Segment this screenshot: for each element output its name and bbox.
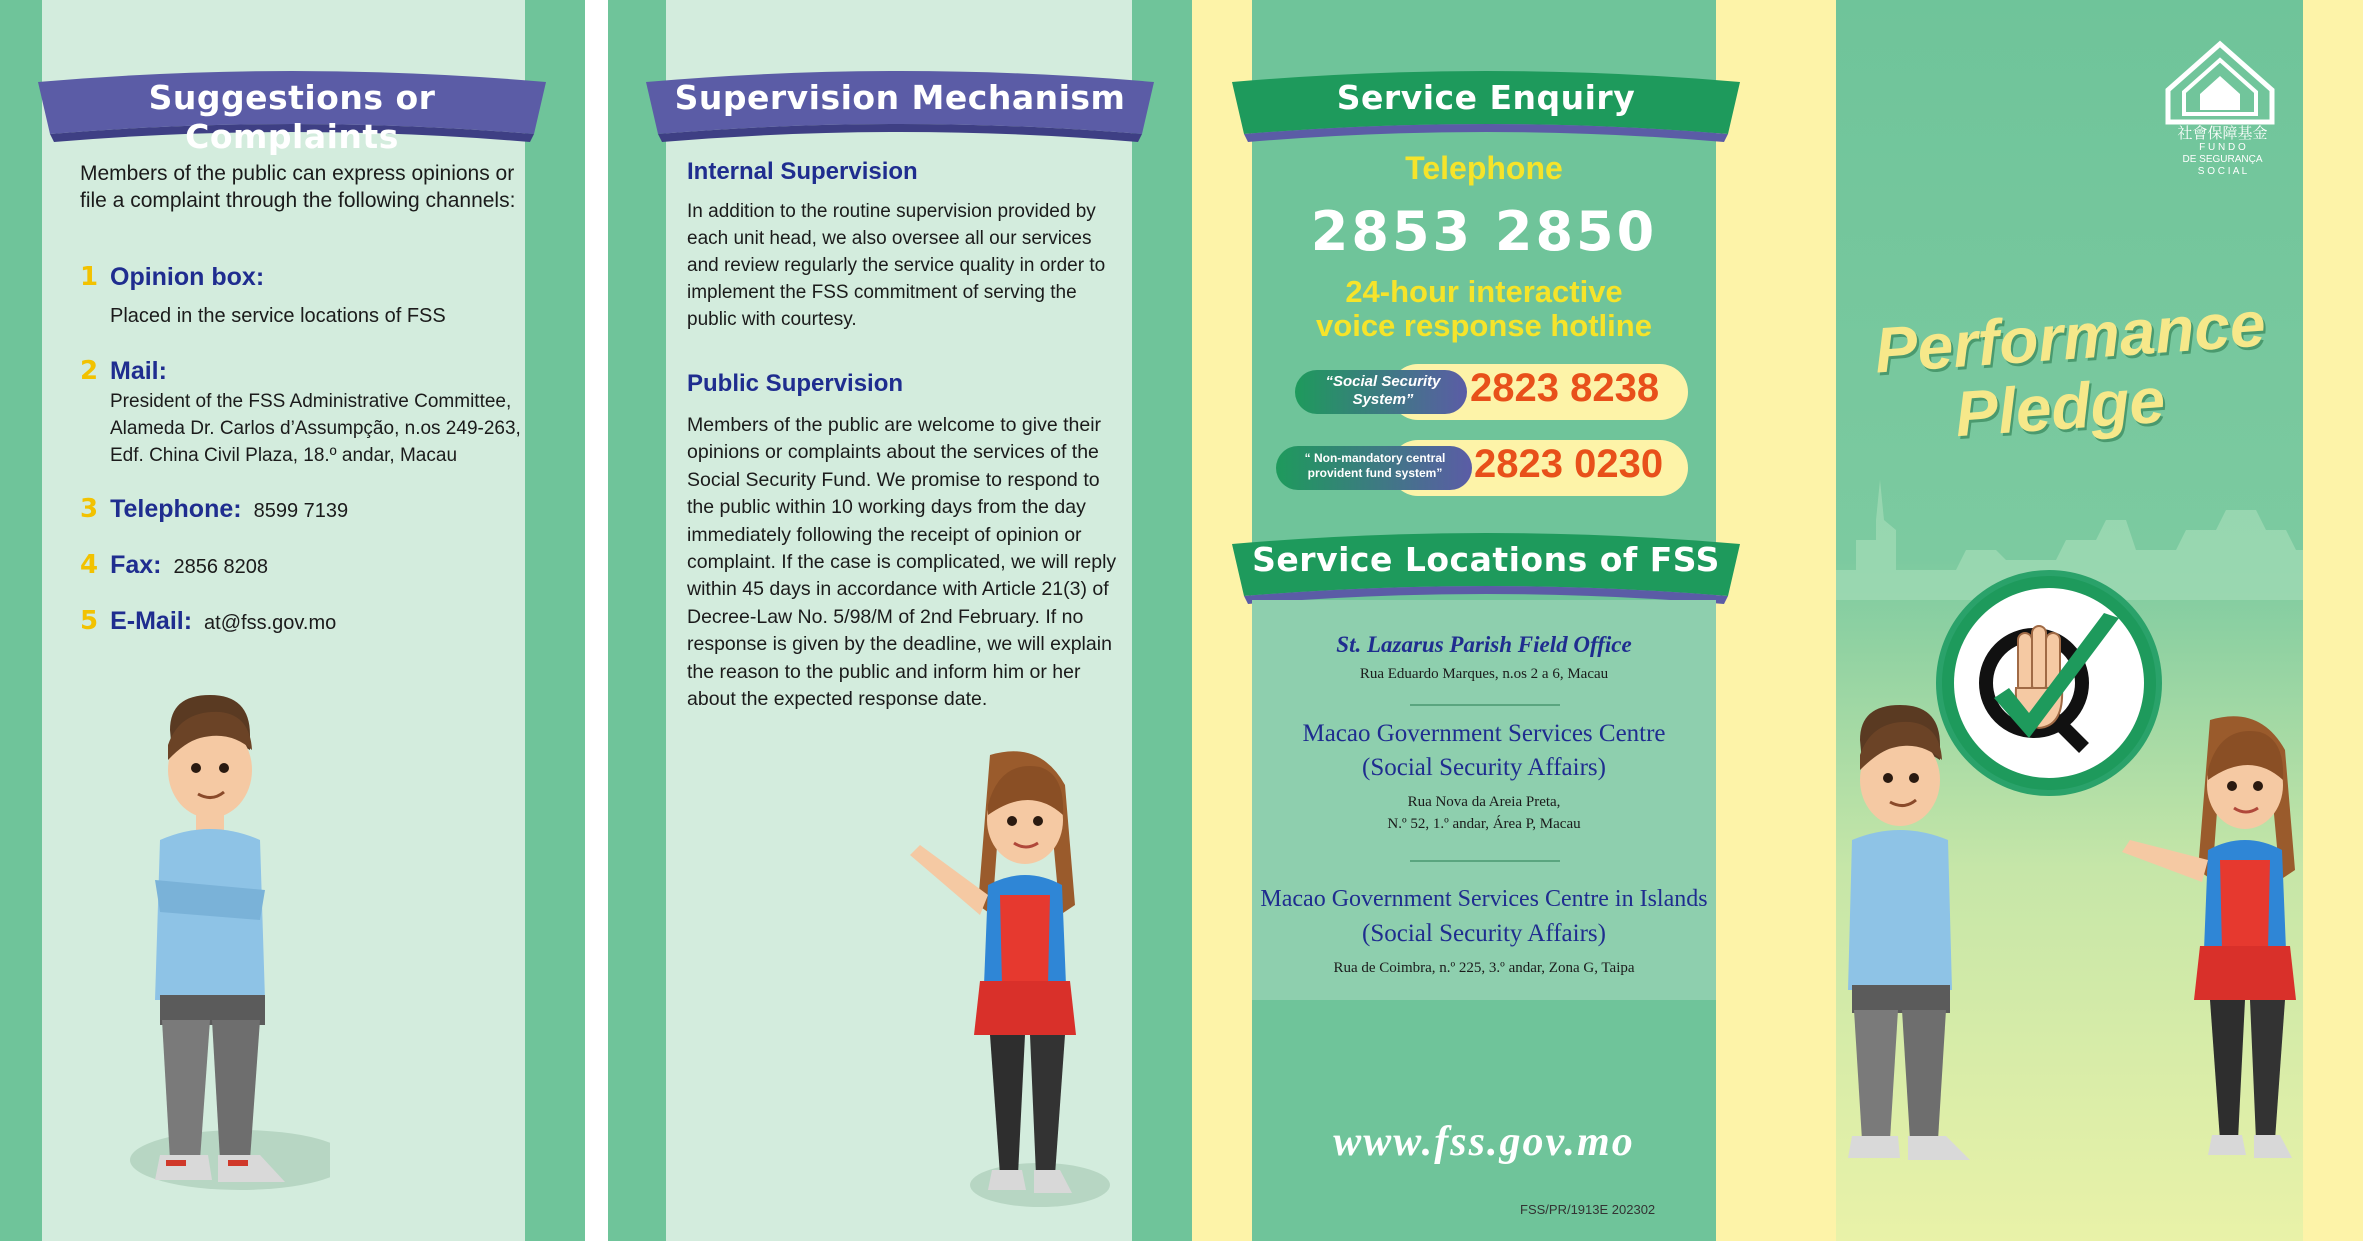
item-label: Telephone:: [110, 495, 242, 523]
item-text: 2856 8208: [173, 556, 269, 578]
panel2-right-band: [1132, 0, 1192, 1241]
panel3-banner: [1230, 64, 1742, 152]
panel1-intro: Members of the public can express opinions or file a complaint through the following channels:: [80, 162, 516, 212]
website: www.fss.gov.mo: [1333, 1119, 1635, 1165]
telephone-number: 2853 2850: [1310, 200, 1658, 263]
item-number: 4: [80, 550, 99, 580]
location-address-line2: N.º 52, 1.º andar, Área P, Macau: [1387, 816, 1581, 832]
divider: [1410, 860, 1560, 862]
fss-logo: [2160, 40, 2280, 180]
item-text: President of the FSS Administrative Committee, Alameda Dr. Carlos d’Assumpção, n.os 249-263, Edf. China Civil Plaza, 18.º andar, Macau: [110, 391, 521, 466]
location-address: Rua Nova da Areia Preta,: [1407, 794, 1561, 810]
logo-chinese: 社會保障基金: [2177, 124, 2268, 142]
item-label: Fax:: [110, 551, 162, 579]
panel3-title: Service Enquiry: [1336, 78, 1636, 117]
hotline-number: 2823 0230: [1474, 442, 1664, 486]
logo-social: S O C I A L: [2197, 166, 2248, 177]
logo-seguranca: DE SEGURANÇA: [2182, 154, 2263, 165]
complaint-item-4: [80, 550, 268, 580]
item-number: 2: [80, 356, 99, 386]
girl-illustration-cover: [2110, 710, 2330, 1180]
internal-supervision-heading: Internal Supervision: [687, 158, 918, 185]
pledge-title-line1: Performance: [1872, 287, 2268, 387]
pledge-title-line2: Pledge: [1952, 363, 2168, 451]
public-supervision-text: Members of the public are welcome to give their opinions or complaints about the services of the Social Security Fund. We promise to respond to the public within 10 working days from the day immediately following the receipt of opinion or complaint. If the case is complicated, we will reply within 45 days in accordance with Article 21(3) of Decree-Law No. 5/98/M of 2nd February. If no response is given by the deadline, we will explain the reason to the public and inform him or her about the expected response date.: [687, 414, 1117, 711]
ivr-line-2: voice response hotline: [1316, 308, 1652, 343]
location-name-line2: (Social Security Affairs): [1362, 754, 1606, 781]
boy-illustration-cover: [1800, 700, 2000, 1180]
locations-title: Service Locations of FSS: [1252, 540, 1720, 579]
telephone-label: Telephone: [1405, 150, 1563, 186]
internal-supervision-text: In addition to the routine supervision provided by each unit head, we also oversee all our services and review regularly the service quality in order to implement the FSS commitment of serving the public with courtesy.: [687, 201, 1106, 330]
location-address: Rua de Coimbra, n.º 225, 3.º andar, Zona G, Taipa: [1333, 960, 1635, 976]
panel1-left-band: [0, 0, 42, 1241]
logo-fundo: F U N D O: [2199, 142, 2246, 153]
location-name: St. Lazarus Parish Field Office: [1336, 632, 1632, 657]
item-label: Mail:: [110, 357, 167, 385]
item-label: E-Mail:: [110, 607, 193, 635]
panel3-left-band: [1192, 0, 1252, 1241]
panel1-right-band: [525, 0, 585, 1241]
item-text: at@fss.gov.mo: [204, 612, 337, 634]
item-number: 3: [80, 494, 99, 524]
item-number: 1: [80, 262, 99, 292]
location-address: Rua Eduardo Marques, n.os 2 a 6, Macau: [1359, 666, 1609, 682]
complaint-item-3: [80, 494, 348, 524]
location-name-line2: (Social Security Affairs): [1362, 920, 1606, 947]
item-text: 8599 7139: [253, 500, 349, 522]
panel1-banner: [36, 64, 548, 156]
document-code: FSS/PR/1913E 202302: [1520, 1202, 1656, 1217]
divider: [1410, 704, 1560, 706]
hotline-tag: “ Non-mandatory central provident fund system”: [1304, 451, 1446, 480]
panel2-banner: [644, 64, 1156, 152]
location-name: Macao Government Services Centre: [1302, 720, 1666, 747]
item-label: Opinion box:: [110, 263, 265, 291]
panel1-title: Suggestions or Complaints: [148, 78, 436, 156]
ivr-line-1: 24-hour interactive: [1345, 274, 1623, 309]
public-supervision-heading: Public Supervision: [687, 370, 904, 397]
panel2-left-band: [608, 0, 666, 1241]
fss-logo-icon: [2160, 40, 2280, 125]
hotline-number: 2823 8238: [1470, 366, 1660, 410]
panel2-title: Supervision Mechanism: [674, 78, 1126, 117]
item-text: Placed in the service locations of FSS: [110, 305, 446, 327]
girl-illustration: [880, 745, 1120, 1215]
boy-illustration: [100, 690, 330, 1210]
hotline-tag: “Social Security System”: [1325, 373, 1441, 408]
complaint-item-5: [80, 606, 336, 636]
location-name: Macao Government Services Centre in Islands: [1260, 886, 1708, 912]
item-number: 5: [80, 606, 99, 636]
